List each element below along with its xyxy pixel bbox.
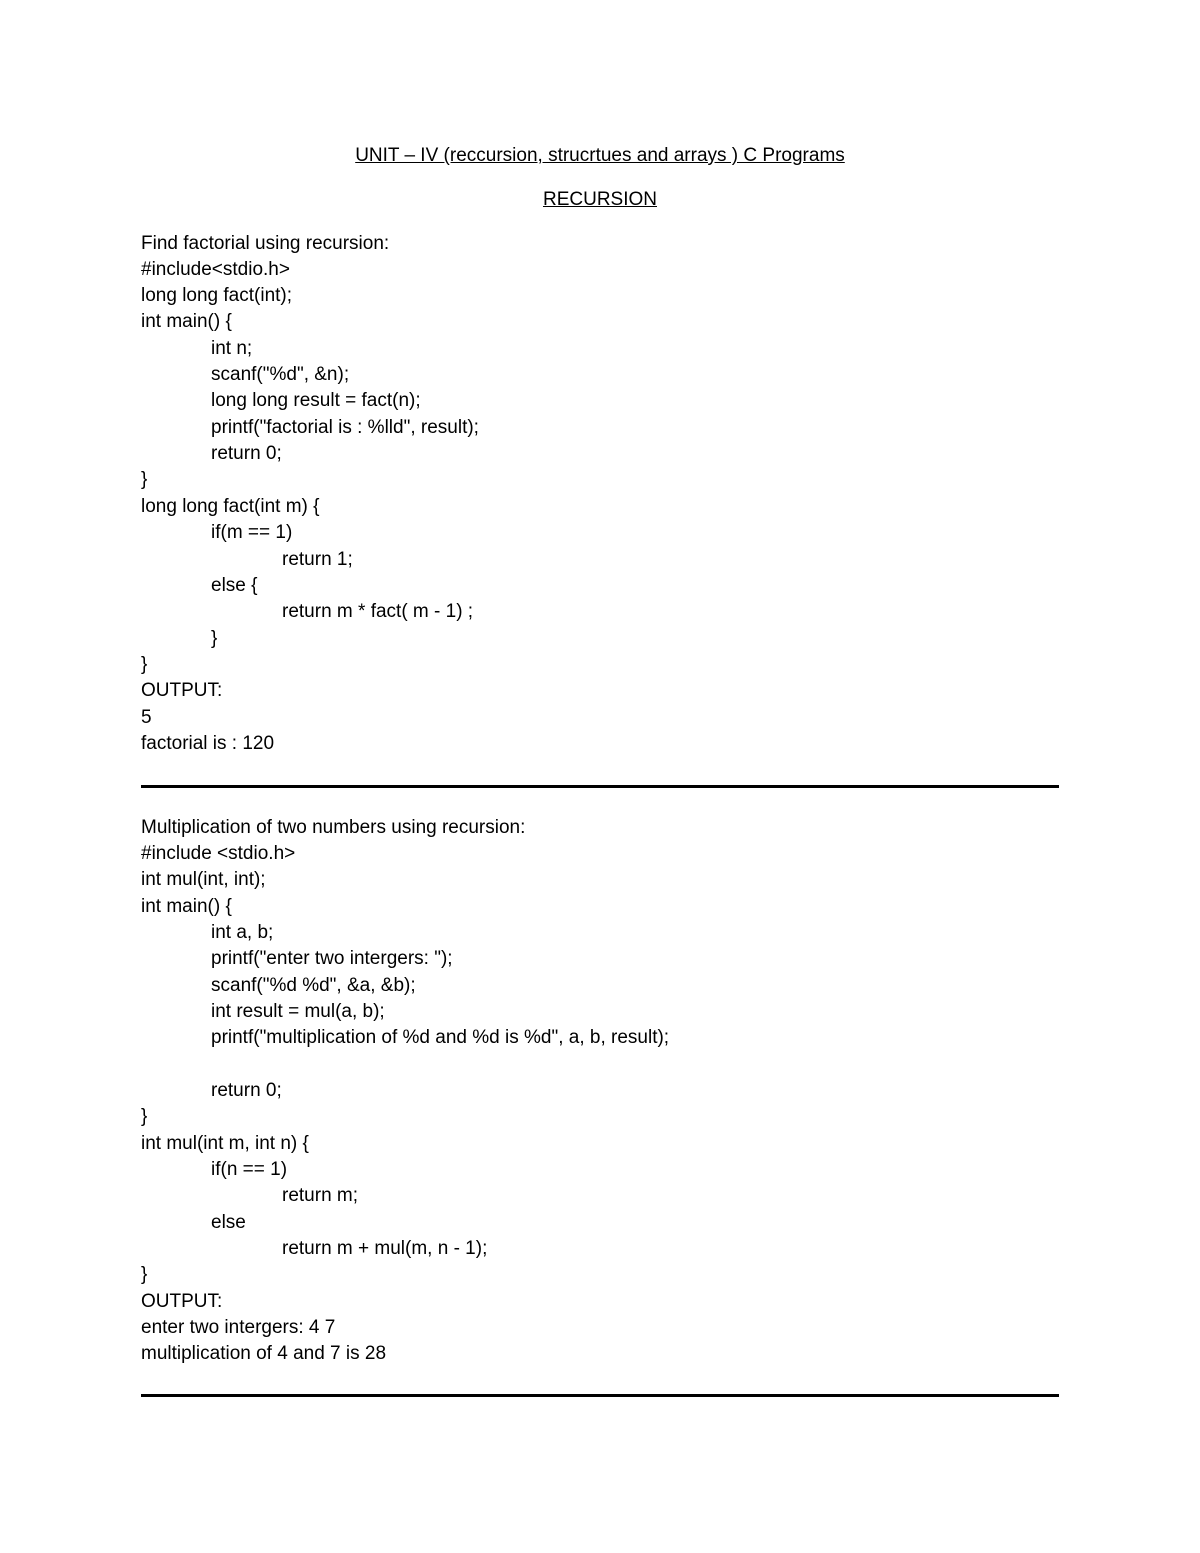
output-label: OUTPUT: — [141, 680, 223, 701]
code-line: int a, b; — [211, 922, 274, 943]
code-line: int main() { — [141, 311, 232, 332]
page-title: UNIT – IV (reccursion, strucrtues and arrays ) C Programs — [355, 145, 845, 166]
code-line: int mul(int, int); — [141, 869, 266, 890]
code-line: int main() { — [141, 896, 232, 917]
code-line: int result = mul(a, b); — [211, 1001, 385, 1022]
code-line: long long fact(int); — [141, 285, 293, 306]
section-divider — [141, 1394, 1059, 1397]
section-divider — [141, 785, 1059, 788]
code-line: return 0; — [211, 443, 282, 464]
code-line: else { — [211, 575, 258, 596]
output-line: multiplication of 4 and 7 is 28 — [141, 1343, 387, 1364]
code-line: scanf("%d %d", &a, &b); — [211, 975, 416, 996]
code-line: long long fact(int m) { — [141, 496, 320, 517]
code-line: else — [211, 1212, 246, 1233]
output-label: OUTPUT: — [141, 1291, 223, 1312]
output-line: factorial is : 120 — [141, 733, 275, 754]
code-line: printf("factorial is : %lld", result); — [211, 417, 479, 438]
code-line: int n; — [211, 338, 253, 359]
code-line: if(m == 1) — [211, 522, 293, 543]
code-line: } — [141, 654, 148, 675]
code-line: return 0; — [211, 1080, 282, 1101]
output-line: enter two intergers: 4 7 — [141, 1317, 336, 1338]
output-line: 5 — [141, 707, 152, 728]
program2-heading: Multiplication of two numbers using recursion: — [141, 817, 526, 838]
code-line: scanf("%d", &n); — [211, 364, 350, 385]
code-line: return m * fact( m - 1) ; — [282, 601, 474, 622]
code-line: } — [211, 628, 218, 649]
code-line: if(n == 1) — [211, 1159, 288, 1180]
code-line: #include<stdio.h> — [141, 259, 290, 280]
code-line: #include <stdio.h> — [141, 843, 296, 864]
code-line: } — [141, 1264, 148, 1285]
code-line: return m; — [282, 1185, 359, 1206]
code-line: printf("enter two intergers: "); — [211, 948, 453, 969]
code-line: long long result = fact(n); — [211, 390, 421, 411]
code-line: } — [141, 1106, 148, 1127]
program1-heading: Find factorial using recursion: — [141, 233, 390, 254]
section-heading-recursion: RECURSION — [542, 189, 657, 210]
code-line: } — [141, 469, 148, 490]
code-line: printf("multiplication of %d and %d is %d", a, b, result); — [211, 1027, 670, 1048]
code-line: return m + mul(m, n - 1); — [282, 1238, 488, 1259]
code-line: int mul(int m, int n) { — [141, 1133, 309, 1154]
code-line: return 1; — [282, 549, 353, 570]
